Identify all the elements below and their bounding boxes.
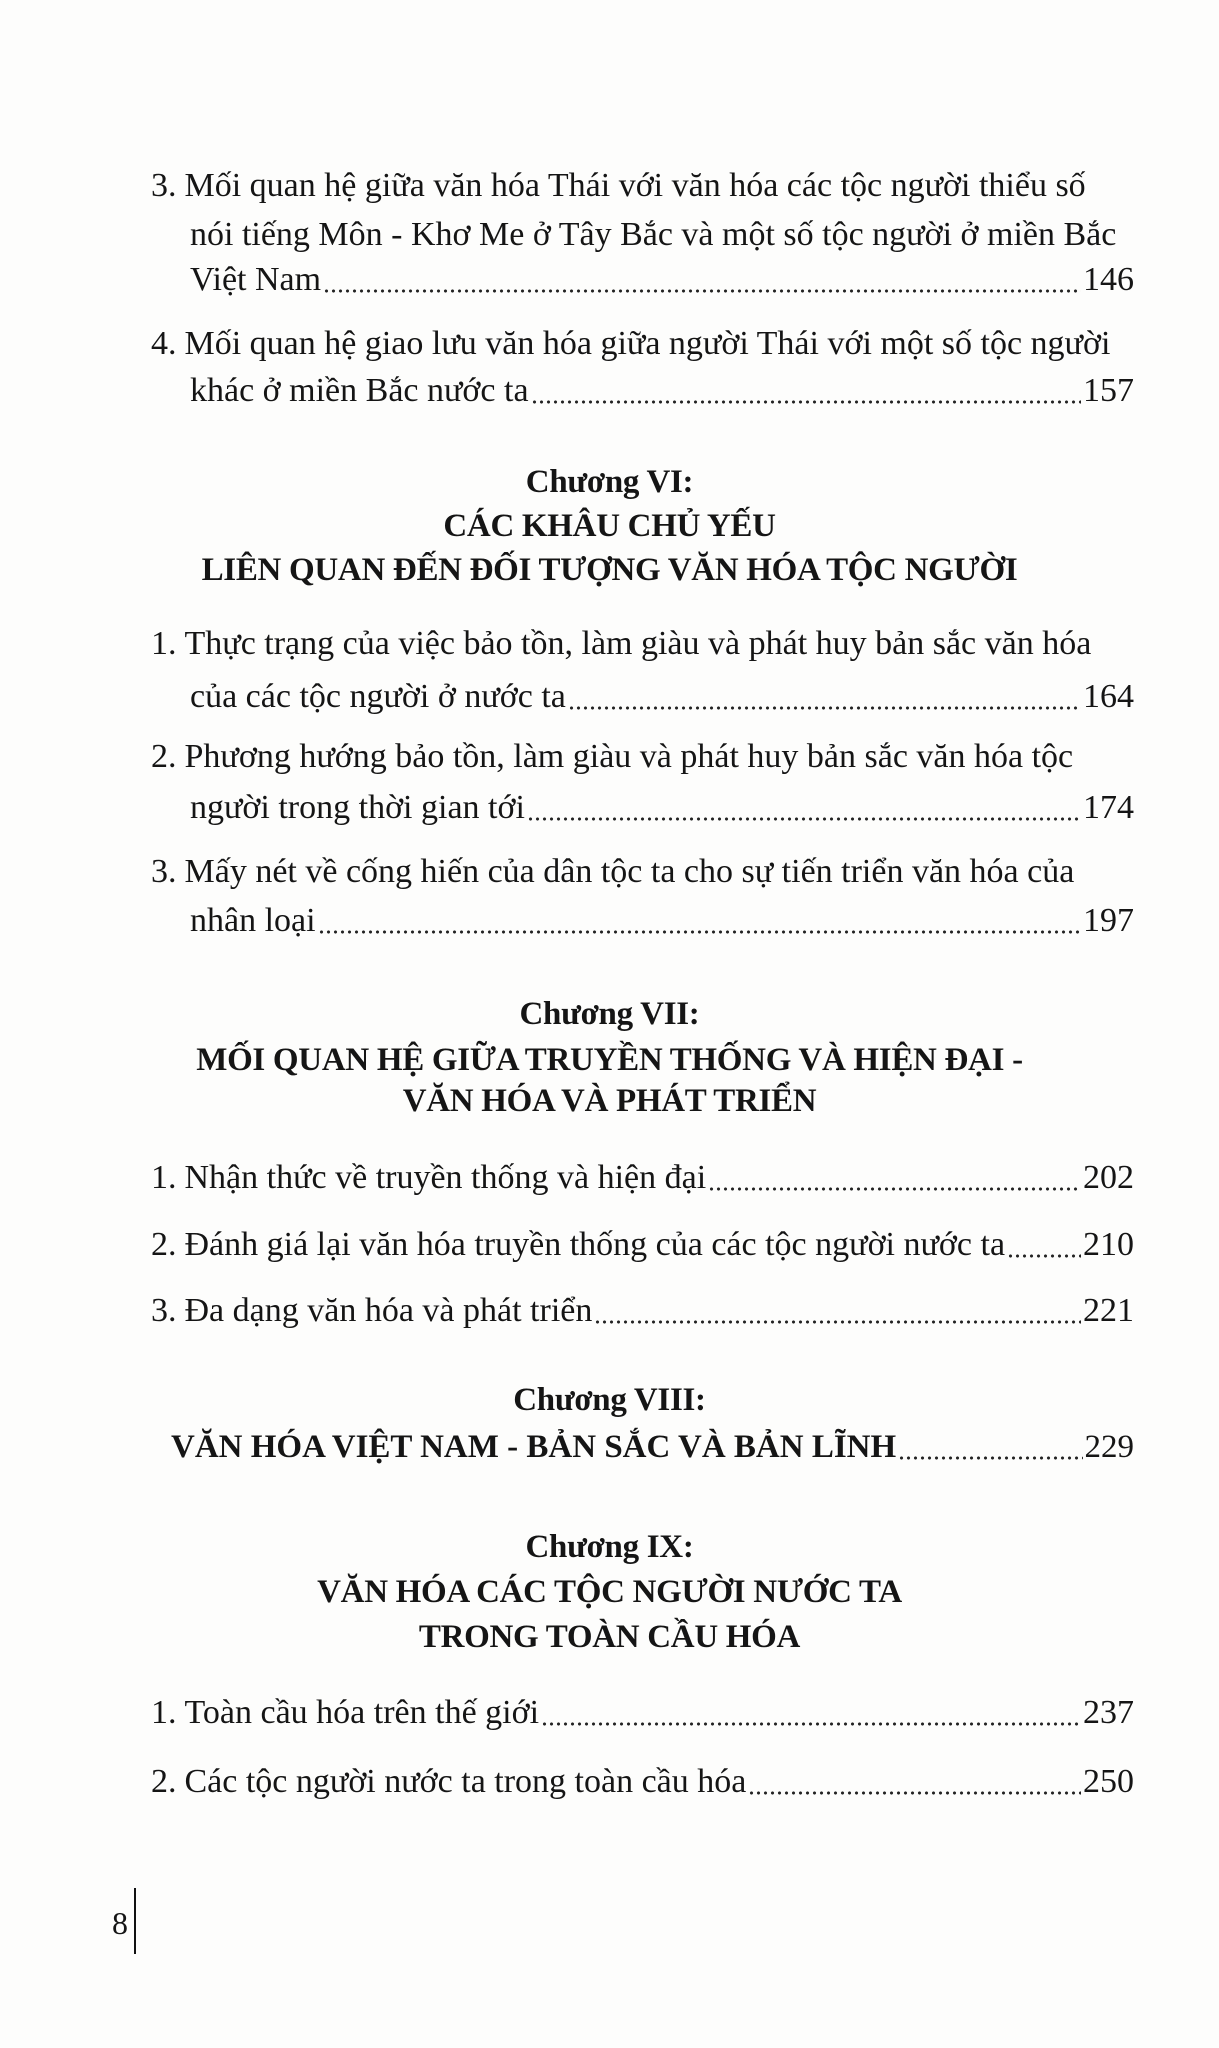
entry-text: Đa dạng văn hóa và phát triển — [184, 1292, 593, 1329]
chapter-label: Chương VI: — [525, 464, 694, 500]
entry-text: Thực trạng của việc bảo tồn, làm giàu và phát huy bản sắc văn hóa — [184, 625, 1092, 662]
entry-text: Mấy nét về cống hiến của dân tộc ta cho sự tiến triển văn hóa của — [184, 853, 1075, 890]
entry-text: khác ở miền Bắc nước ta — [190, 372, 529, 409]
entry-page: 197 — [1083, 902, 1134, 939]
chapter-label: Chương IX: — [525, 1529, 694, 1565]
entry-text: Nhận thức về truyền thống và hiện đại — [184, 1159, 707, 1196]
toc-entry-line — [151, 849, 1134, 895]
dot-leader — [594, 1288, 1081, 1334]
entry-number: 3. — [151, 853, 177, 890]
entry-text: nhân loại — [190, 902, 316, 939]
dot-leader — [748, 1759, 1081, 1805]
entry-text: Phương hướng bảo tồn, làm giàu và phát huy bản sắc văn hóa tộc — [184, 738, 1074, 775]
toc-entry-line — [151, 621, 1134, 667]
entry-number: 1. — [151, 1694, 177, 1731]
page-number-rule — [134, 1888, 136, 1954]
entry-text: của các tộc người ở nước ta — [190, 678, 566, 715]
chapter-label: Chương VIII: — [513, 1382, 706, 1418]
entry-number: 2. — [151, 1226, 177, 1263]
chapter-title: VĂN HÓA VÀ PHÁT TRIỂN — [402, 1083, 817, 1119]
chapter-title: MỐI QUAN HỆ GIỮA TRUYỀN THỐNG VÀ HIỆN ĐẠI - — [196, 1042, 1023, 1078]
dot-leader — [898, 1424, 1082, 1470]
toc-entry-line — [151, 163, 1134, 209]
entry-text: Mối quan hệ giữa văn hóa Thái với văn hóa các tộc người thiểu số — [184, 167, 1086, 204]
toc-entry-line — [190, 257, 1134, 303]
toc-entry-line — [151, 321, 1134, 367]
toc-entry-line — [151, 734, 1134, 780]
entry-text: Toàn cầu hóa trên thế giới — [184, 1694, 540, 1731]
entry-text: Các tộc người nước ta trong toàn cầu hóa — [184, 1763, 747, 1800]
entry-text: nói tiếng Môn - Khơ Me ở Tây Bắc và một số tộc người ở miền Bắc — [190, 216, 1117, 253]
chapter-title: CÁC KHÂU CHỦ YẾU — [443, 508, 776, 544]
chapter-title: VĂN HÓA CÁC TỘC NGƯỜI NƯỚC TA — [317, 1574, 902, 1610]
entry-text: Mối quan hệ giao lưu văn hóa giữa người Thái với một số tộc người — [184, 325, 1111, 362]
chapter-title-line — [171, 1424, 1134, 1470]
entry-number: 2. — [151, 1763, 177, 1800]
dot-leader — [568, 674, 1081, 720]
toc-entry-line — [151, 1288, 1134, 1334]
entry-number: 1. — [151, 625, 177, 662]
entry-page: 146 — [1083, 261, 1134, 298]
entry-number: 4. — [151, 325, 177, 362]
entry-page: 157 — [1083, 372, 1134, 409]
chapter-title: TRONG TOÀN CẦU HÓA — [418, 1619, 801, 1655]
dot-leader — [541, 1690, 1081, 1736]
chapter-title: LIÊN QUAN ĐẾN ĐỐI TƯỢNG VĂN HÓA TỘC NGƯỜI — [201, 552, 1018, 588]
entry-text: người trong thời gian tới — [190, 789, 525, 826]
entry-number: 1. — [151, 1159, 177, 1196]
chapter-label: Chương VII: — [519, 996, 700, 1032]
dot-leader — [527, 785, 1081, 831]
toc-entry-line — [190, 898, 1134, 944]
entry-page: 164 — [1083, 678, 1134, 715]
entry-number: 3. — [151, 167, 177, 204]
entry-page: 237 — [1083, 1694, 1134, 1731]
dot-leader — [318, 898, 1081, 944]
toc-entry-line — [190, 785, 1134, 831]
toc-entry-line — [151, 1222, 1134, 1268]
dot-leader — [1007, 1222, 1081, 1268]
toc-entry-line — [151, 1155, 1134, 1201]
dot-leader — [708, 1155, 1081, 1201]
dot-leader — [531, 368, 1081, 414]
entry-page: 250 — [1083, 1763, 1134, 1800]
dot-leader — [323, 257, 1081, 303]
entry-text: Việt Nam — [190, 261, 322, 298]
toc-entry-line — [190, 212, 1134, 258]
chapter-title: VĂN HÓA VIỆT NAM - BẢN SẮC VÀ BẢN LĨNH — [171, 1429, 897, 1465]
entry-number: 2. — [151, 738, 177, 775]
entry-text: Đánh giá lại văn hóa truyền thống của các tộc người nước ta — [184, 1226, 1006, 1263]
entry-number: 3. — [151, 1292, 177, 1329]
page-number: 8 — [112, 1905, 128, 1941]
toc-entry-line — [151, 1759, 1134, 1805]
entry-page: 202 — [1083, 1159, 1134, 1196]
toc-entry-line — [190, 674, 1134, 720]
entry-page: 174 — [1083, 789, 1134, 826]
chapter-page: 229 — [1084, 1429, 1134, 1465]
entry-page: 221 — [1083, 1292, 1134, 1329]
entry-page: 210 — [1083, 1226, 1134, 1263]
toc-entry-line — [151, 1690, 1134, 1736]
toc-entry-line — [190, 368, 1134, 414]
